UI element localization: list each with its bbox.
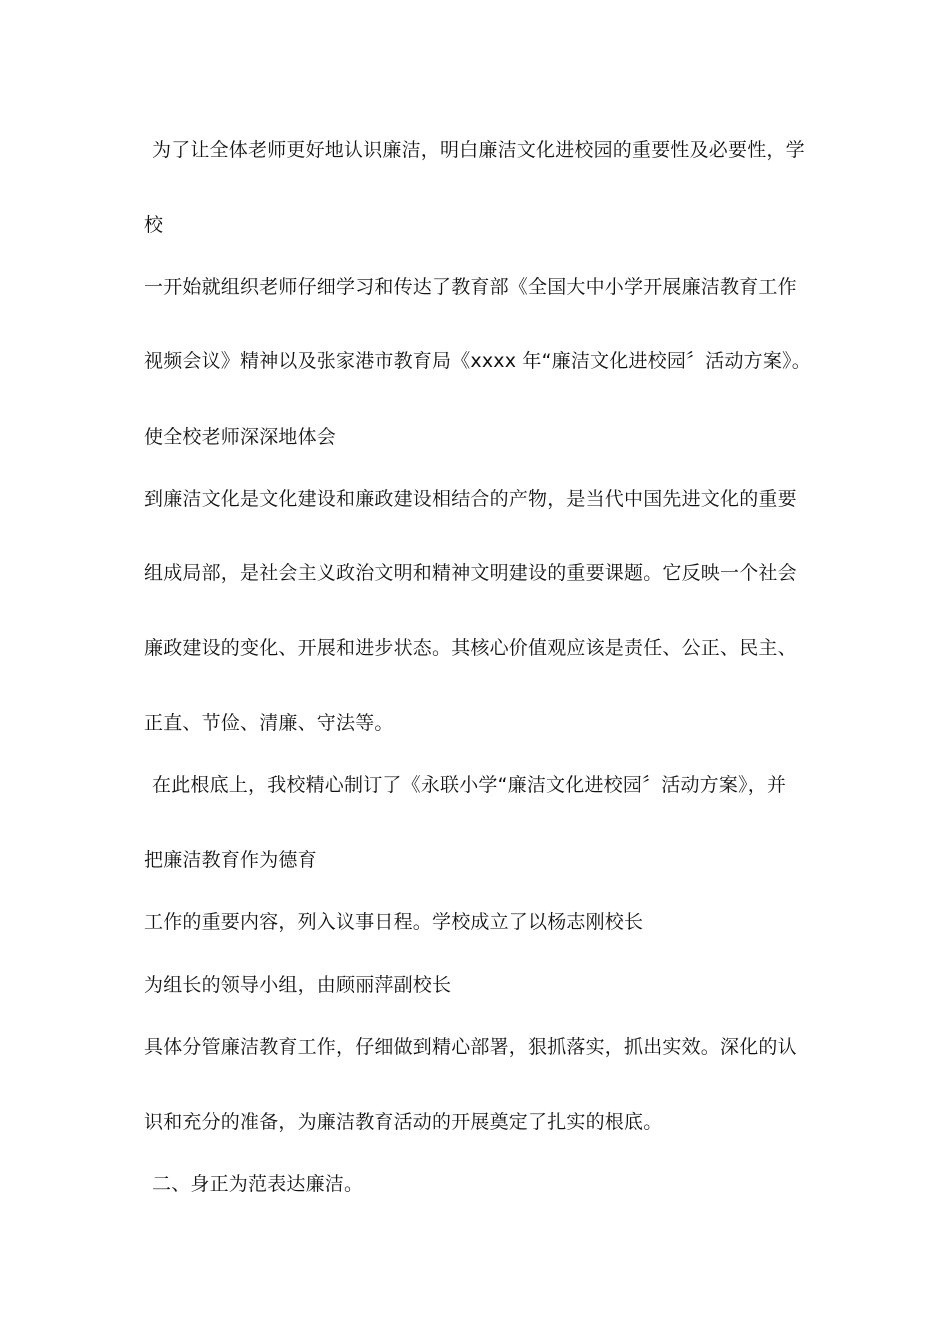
paragraph-line: 为了让全体老师更好地认识廉洁，明白廉洁文化进校园的重要性及必要性，学 [152, 139, 805, 161]
paragraph-line: 具体分管廉洁教育工作，仔细做到精心部署，狠抓落实，抓出实效。深化的认 [144, 1036, 797, 1058]
paragraph-line: 工作的重要内容，列入议事日程。学校成立了以杨志刚校长 [144, 911, 644, 933]
paragraph-line: 在此根底上，我校精心制订了《永联小学“廉洁文化进校园〞活动方案》，并 [152, 774, 787, 796]
paragraph-line: 正直、节俭、清廉、守法等。 [144, 712, 394, 734]
paragraph-line: 廉政建设的变化、开展和进步状态。其核心价值观应该是责任、公正、民主、 [144, 637, 797, 659]
section-heading: 二、身正为范表达廉洁。 [152, 1173, 364, 1195]
paragraph-line: 一开始就组织老师仔细学习和传达了教育部《全国大中小学开展廉洁教育工作 [144, 276, 797, 298]
paragraph-line: 为组长的领导小组，由顾丽萍副校长 [144, 974, 452, 996]
paragraph-line: 视频会议》精神以及张家港市教育局《xxxx 年“廉洁文化进校园〞活动方案》。 [144, 350, 811, 372]
paragraph-line: 使全校老师深深地体会 [144, 426, 337, 448]
paragraph-line: 把廉洁教育作为德育 [144, 849, 317, 871]
paragraph-line: 组成局部，是社会主义政治文明和精神文明建设的重要课题。它反映一个社会 [144, 562, 797, 584]
paragraph-line: 到廉洁文化是文化建设和廉政建设相结合的产物，是当代中国先进文化的重要 [144, 488, 797, 510]
paragraph-line: 识和充分的准备，为廉洁教育活动的开展奠定了扎实的根底。 [144, 1111, 663, 1133]
paragraph-line: 校 [144, 214, 164, 236]
